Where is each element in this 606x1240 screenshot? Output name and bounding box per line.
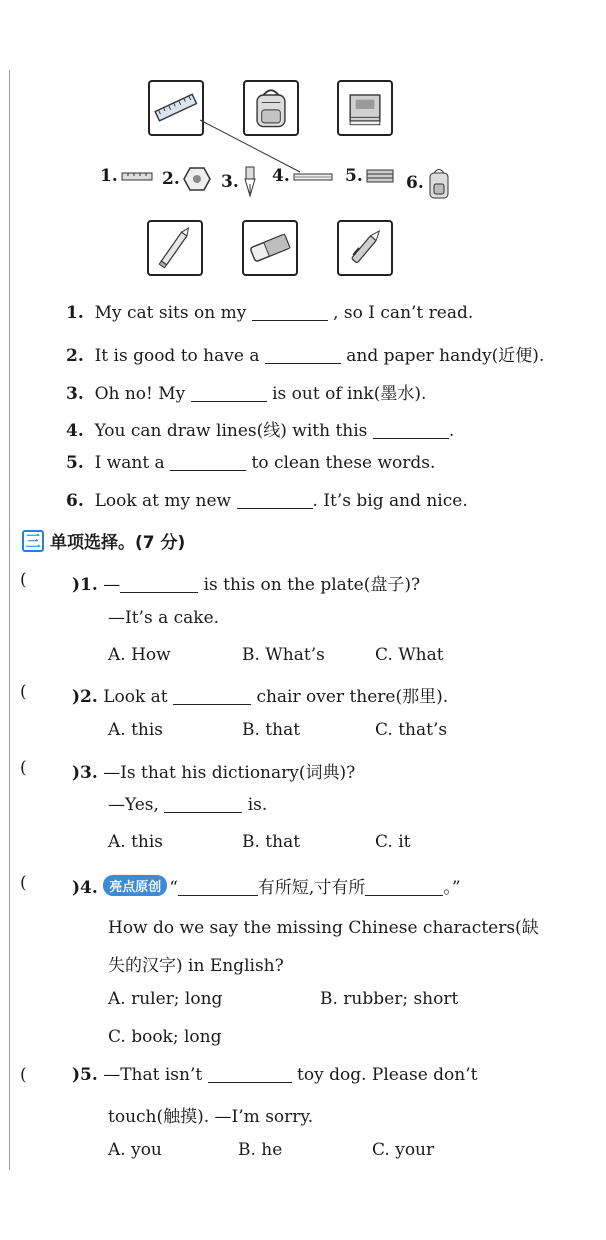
option-a[interactable]: A. How [108,645,171,665]
option-a[interactable]: A. you [108,1140,162,1160]
answer-blank[interactable] [164,795,242,813]
eraser-picture [242,220,298,276]
ruler-icon [121,167,153,185]
pencil-picture [147,220,203,276]
number-item: 2. [162,166,211,192]
answer-paren[interactable]: ( [20,873,27,893]
question-1: )1. — is this on the plate(盘子)? [72,575,421,595]
answer-blank[interactable] [178,878,258,896]
schoolbag-icon [427,166,451,200]
answer-blank[interactable] [191,384,267,402]
option-b[interactable]: B. he [238,1140,283,1160]
fill-blank-item: 6. Look at my new . It’s big and nice. [66,491,468,511]
question-4-line: How do we say the missing Chinese characters(缺 [108,918,539,938]
question-5-line: touch(触摸). —I’m sorry. [108,1107,314,1127]
pencil-tip-icon [183,166,211,192]
answer-blank[interactable] [173,687,251,705]
answer-blank[interactable] [208,1065,292,1083]
answer-blank[interactable] [373,421,449,439]
option-c[interactable]: C. it [375,832,411,852]
eraser-icon [293,167,333,185]
original-badge: 亮点原创 [103,875,167,896]
question-5: )5. —That isn’t toy dog. Please don’t [72,1065,478,1085]
question-3: )3. —Is that his dictionary(词典)? [72,763,356,783]
answer-blank[interactable] [170,453,246,471]
fill-blank-item: 1. My cat sits on my , so I can’t read. [66,303,474,323]
question-2: )2. Look at chair over there(那里). [72,687,449,707]
option-c[interactable]: C. What [375,645,444,665]
answer-paren[interactable]: ( [20,1065,27,1085]
option-b[interactable]: B. that [242,720,301,740]
answer-blank[interactable] [120,575,198,593]
option-b[interactable]: B. rubber; short [320,989,459,1009]
option-c[interactable]: C. book; long [108,1027,222,1047]
section-title: 单项选择。(7 分) [50,533,186,553]
question-1-reply: —It’s a cake. [108,608,220,628]
fill-blank-item: 2. It is good to have a and paper handy(近便). [66,346,545,366]
option-a[interactable]: A. this [108,832,164,852]
section-number-badge: 三 [22,530,44,552]
answer-paren[interactable]: ( [20,758,27,778]
answer-blank[interactable] [252,303,328,321]
number-item: 6. [406,166,451,200]
question-4: )4. 亮点原创 “ 有所短,寸有所 。” [72,873,461,898]
pen-picture [337,220,393,276]
answer-blank[interactable] [265,346,341,364]
answer-blank[interactable] [237,491,313,509]
pen-nib-icon [242,166,258,198]
option-a[interactable]: A. ruler; long [108,989,223,1009]
answer-paren[interactable]: ( [20,682,27,702]
section-heading [22,528,185,553]
question-3-reply: —Yes, is. [108,795,268,815]
margin-rule [9,70,10,1170]
fill-blank-item: 3. Oh no! My is out of ink(墨水). [66,384,427,404]
book-icon [366,167,394,185]
number-item: 4. [272,166,333,186]
fill-blank-item: 4. You can draw lines(线) with this . [66,421,455,441]
option-c[interactable]: C. your [372,1140,435,1160]
number-item: 5. [345,166,394,186]
option-b[interactable]: B. that [242,832,301,852]
question-4-line: 失的汉字) in English? [108,956,284,976]
number-item: 1. [100,166,153,186]
answer-blank[interactable] [365,878,443,896]
option-b[interactable]: B. What’s [242,645,325,665]
option-a[interactable]: A. this [108,720,164,740]
number-item: 3. [221,166,258,198]
option-c[interactable]: C. that’s [375,720,448,740]
fill-blank-item: 5. I want a to clean these words. [66,453,436,473]
answer-paren[interactable]: ( [20,570,27,590]
